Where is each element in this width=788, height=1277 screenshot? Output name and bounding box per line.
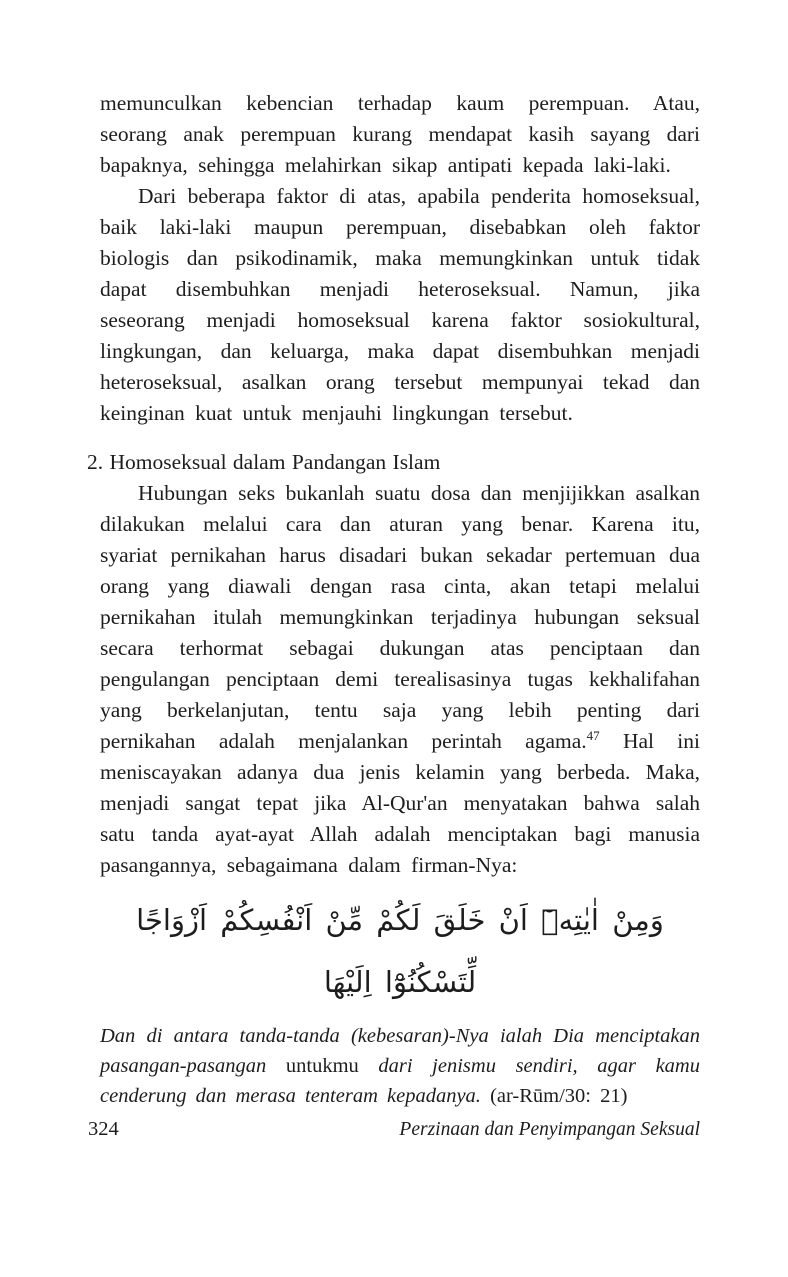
page-footer (88, 1118, 700, 1141)
paragraph-islam-view (100, 478, 700, 881)
paragraph-text-before-footnote: Hubungan seks bukanlah suatu dosa dan menjijikkan asalkan dilakukan melalui cara dan aturan yang benar. Karena itu, syariat pernikahan harus disadari bukan sekadar pertemuan dua orang yang diawali dengan rasa cinta, akan tetapi melalui pernikahan itulah memungkinkan terjadinya hubungan seksual secara terhormat sebagai dukungan atas penciptaan dan pengulangan penciptaan demi terealisasinya tugas kekhalifahan yang berkelanjutan, tentu saja yang lebih penting dari pernikahan adalah menjalankan perintah agama. (100, 481, 700, 753)
page-body (87, 88, 700, 1111)
section-heading: 2. Homoseksual dalam Pandangan Islam (87, 450, 441, 474)
translation-italic-2: dari jenismu sendiri, agar kamu cenderung dan merasa tenteram kepadanya. (100, 1055, 700, 1107)
verse-translation (100, 1021, 700, 1111)
paragraph-text-after-footnote: Hal ini meniscayakan adanya dua jenis kelamin yang berbeda. Maka, menjadi sangat tepat jika Al-Qur'an menyatakan bahwa salah satu tanda ayat-ayat Allah adalah menciptakan bagi manusia pasangannya, sebagaimana dalam firman-Nya: (100, 729, 700, 877)
paragraph-factors: Dari beberapa faktor di atas, apabila penderita homoseksual, baik laki-laki maupun perempuan, disebabkan oleh faktor biologis dan psikodinamik, maka memungkinkan untuk tidak dapat disembuhkan menjadi heteroseksual. Namun, jika seseorang menjadi homoseksual karena faktor sosiokultural, lingkungan, dan keluarga, maka dapat disembuhkan menjadi heteroseksual, asalkan orang tersebut mempunyai tekad dan keinginan kuat untuk menjauhi lingkungan tersebut. (100, 184, 700, 425)
translation-italic-1: Dan di antara tanda-tanda (kebesaran)-Nya ialah Dia menciptakan pasangan-pasangan (100, 1025, 700, 1077)
verse-citation: (ar-Rūm/30: 21) (480, 1085, 628, 1107)
page-number: 324 (88, 1118, 119, 1140)
running-title: Perzinaan dan Penyimpangan Seksual (399, 1119, 700, 1140)
arabic-verse: وَمِنْ اٰيٰتِهٖٓ اَنْ خَلَقَ لَكُمْ مِّنْ اَنْفُسِكُمْ اَزْوَاجًا لِّتَسْكُنُوْٓا اِلَيْهَا (136, 903, 664, 999)
footnote-reference-47: 47 (586, 728, 600, 743)
paragraph-continuation: memunculkan kebencian terhadap kaum perempuan. Atau, seorang anak perempuan kurang mendapat kasih sayang dari bapaknya, sehingga melahirkan sikap antipati kepada laki-laki. (100, 91, 700, 177)
translation-upright-untukmu: untukmu (285, 1055, 359, 1077)
